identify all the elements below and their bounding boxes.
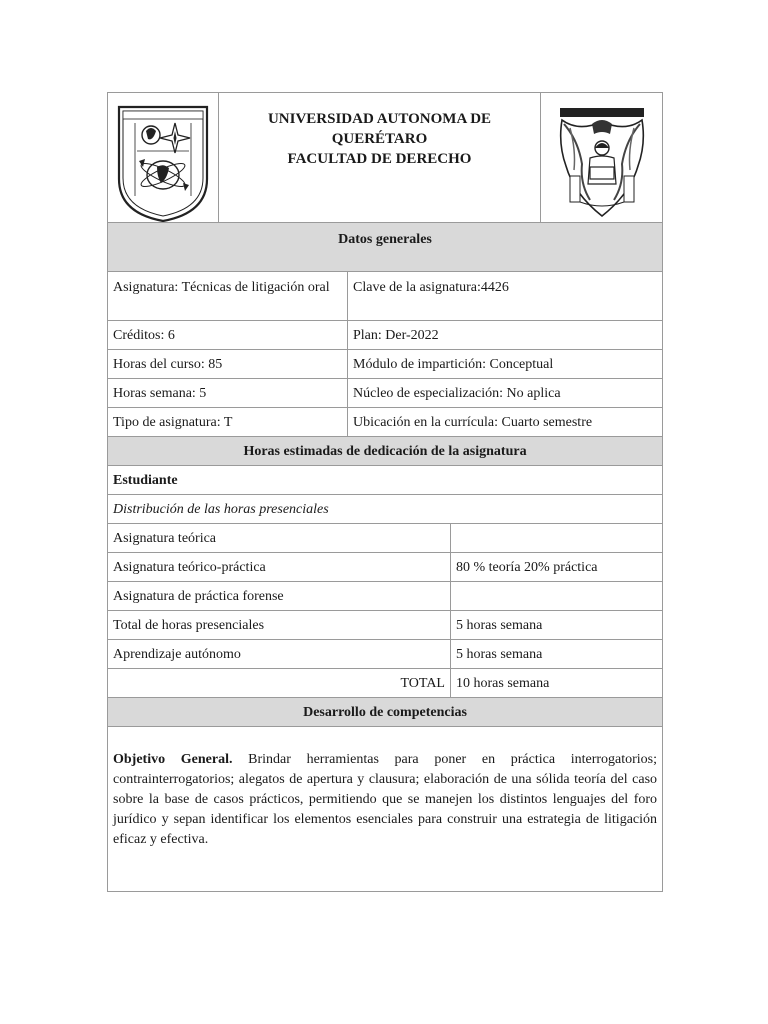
header-table	[107, 92, 663, 240]
total-value: 10 horas semana	[451, 669, 663, 698]
row-value	[451, 582, 663, 611]
row-label: Asignatura de práctica forense	[108, 582, 451, 611]
row-label: Asignatura teórico-práctica	[108, 553, 451, 582]
field-ubicacion: Ubicación en la currícula: Cuarto semestre	[348, 408, 663, 437]
field-horas-semana: Horas semana: 5	[108, 379, 348, 408]
section-heading-competencias: Desarrollo de competencias	[108, 698, 663, 727]
university-title-line2: QUERÉTARO	[331, 131, 428, 147]
table-row	[108, 524, 663, 553]
table-row	[108, 582, 663, 611]
university-seal-icon	[113, 101, 213, 225]
distribucion-label: Distribución de las horas presenciales	[108, 495, 663, 524]
objetivo-label: Objetivo General.	[113, 752, 233, 767]
field-creditos: Créditos: 6	[108, 321, 348, 350]
row-value: 5 horas semana	[451, 611, 663, 640]
field-horas-curso: Horas del curso: 85	[108, 350, 348, 379]
field-nucleo: Núcleo de especialización: No aplica	[348, 379, 663, 408]
right-logo-cell	[541, 93, 663, 240]
field-tipo: Tipo de asignatura: T	[108, 408, 348, 437]
row-label: Aprendizaje autónomo	[108, 640, 451, 669]
title-cell	[219, 93, 541, 240]
left-logo-cell	[108, 93, 219, 240]
university-title: UNIVERSIDAD AUTONOMA DE	[267, 111, 492, 127]
objetivo-cell	[108, 727, 663, 892]
field-plan: Plan: Der-2022	[348, 321, 663, 350]
faculty-crest-icon	[552, 104, 652, 222]
estudiante-label: Estudiante	[108, 466, 663, 495]
field-modulo: Módulo de impartición: Conceptual	[348, 350, 663, 379]
section-heading-horas: Horas estimadas de dedicación de la asignatura	[108, 437, 663, 466]
row-label: Asignatura teórica	[108, 524, 451, 553]
row-value: 5 horas semana	[451, 640, 663, 669]
row-value: 80 % teoría 20% práctica	[451, 553, 663, 582]
course-data-table	[107, 222, 663, 892]
field-asignatura: Asignatura: Técnicas de litigación oral	[108, 272, 348, 321]
table-row	[108, 611, 663, 640]
section-heading-datos: Datos generales	[108, 223, 663, 272]
row-value	[451, 524, 663, 553]
objetivo-text: Brindar herramientas para poner en práctica interrogatorios; contrainterrogatorios; alegatos de apertura y clausura; elaboración de una sólida teoría del caso sobre la base de casos prácticos, permitiendo que se manejen los distintos lenguajes del foro jurídico y sepan identificar los elementos esenciales para construir una estrategia de litigación eficaz y efectiva.	[113, 752, 658, 847]
field-clave: Clave de la asignatura:4426	[348, 272, 663, 321]
table-row	[108, 640, 663, 669]
table-row	[108, 553, 663, 582]
row-label: Total de horas presenciales	[108, 611, 451, 640]
total-label: TOTAL	[108, 669, 451, 698]
faculty-title: FACULTAD DE DERECHO	[287, 151, 472, 167]
total-row	[108, 669, 663, 698]
